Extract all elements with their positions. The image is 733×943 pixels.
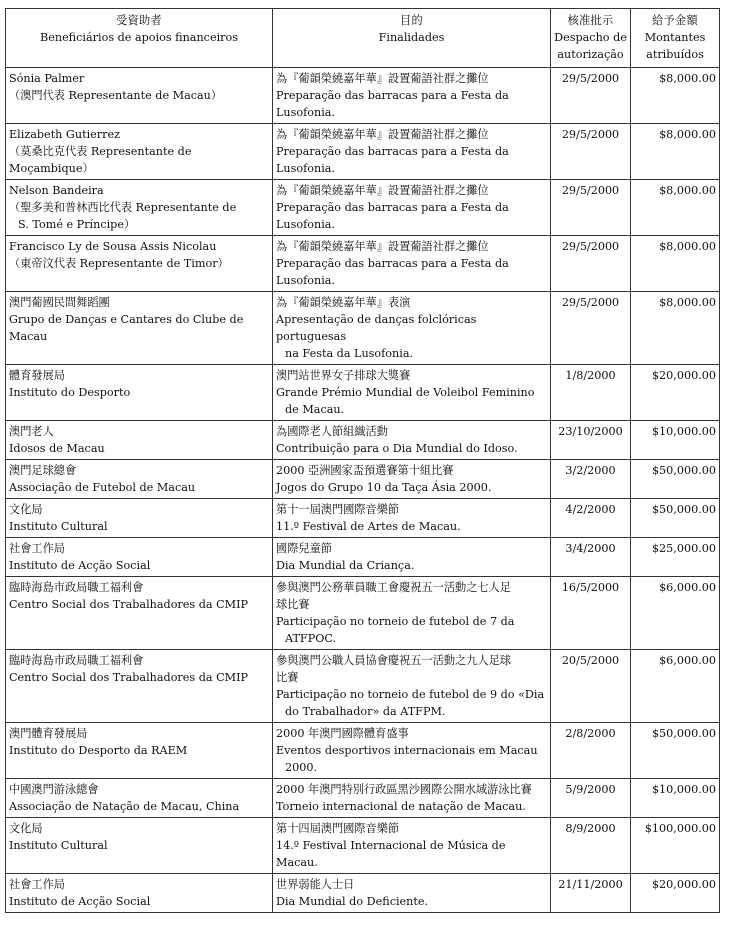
beneficiary-name-zh: 文化局 <box>9 503 43 516</box>
table-row <box>6 650 720 723</box>
beneficiary-name-zh: 澳門體育發展局 <box>9 727 88 740</box>
authorization-date: 8/9/2000 <box>551 818 631 874</box>
beneficiary-name-pt: （聖多美和普林西比代表 Representante de <box>9 201 237 214</box>
beneficiary-name-pt: （東帝汶代表 Representante de Timor） <box>9 257 229 270</box>
beneficiary-cell <box>6 818 273 874</box>
beneficiary-cell <box>6 68 273 124</box>
beneficiary-cell <box>6 460 273 499</box>
header-authorization-pt2: autorização <box>557 48 624 61</box>
purpose-zh: 為『葡韻榮繞嘉年華』設置葡語社群之攤位 <box>276 128 489 141</box>
purpose-cell <box>273 538 551 577</box>
table-row <box>6 779 720 818</box>
table-row <box>6 723 720 779</box>
table-row <box>6 818 720 874</box>
purpose-zh: 為國際老人節組織活動 <box>276 425 388 438</box>
header-purposes-zh: 目的 <box>400 14 423 27</box>
beneficiary-cell <box>6 499 273 538</box>
purpose-pt: Preparação das barracas para a Festa da Lusofonia. <box>276 145 509 175</box>
purpose-zh-cont: 球比賽 <box>276 598 310 611</box>
purpose-zh: 參與澳門公職人員協會慶祝五一活動之九人足球 <box>276 654 511 667</box>
purpose-cell <box>273 499 551 538</box>
beneficiary-name-zh: Elizabeth Gutierrez <box>9 128 120 141</box>
purpose-zh: 澳門站世界女子排球大獎賽 <box>276 369 411 382</box>
purpose-zh: 2000 亞洲國家盃預選賽第十組比賽 <box>276 464 454 477</box>
purpose-cell <box>273 460 551 499</box>
beneficiary-cell <box>6 538 273 577</box>
purpose-cell <box>273 818 551 874</box>
amount-value: $6,000.00 <box>631 577 720 650</box>
header-purposes-pt: Finalidades <box>378 31 445 44</box>
amount-value: $8,000.00 <box>631 180 720 236</box>
beneficiary-name-pt: Instituto do Desporto da RAEM <box>9 744 188 757</box>
authorization-date: 3/2/2000 <box>551 460 631 499</box>
authorization-date: 29/5/2000 <box>551 236 631 292</box>
beneficiary-name-zh: 中國澳門游泳總會 <box>9 783 99 796</box>
table-row <box>6 292 720 365</box>
purpose-pt: 14.º Festival Internacional de Música de Macau. <box>276 839 506 869</box>
authorization-date: 29/5/2000 <box>551 292 631 365</box>
beneficiary-cell <box>6 236 273 292</box>
purpose-cell <box>273 421 551 460</box>
amount-value: $20,000.00 <box>631 874 720 913</box>
purpose-pt: Preparação das barracas para a Festa da Lusofonia. <box>276 257 509 287</box>
amount-value: $8,000.00 <box>631 292 720 365</box>
header-authorization-pt1: Despacho de <box>554 31 627 44</box>
purpose-zh: 為『葡韻榮繞嘉年華』設置葡語社群之攤位 <box>276 240 489 253</box>
beneficiary-name-pt: Idosos de Macau <box>9 442 105 455</box>
beneficiary-cell <box>6 650 273 723</box>
purpose-zh-cont: 比賽 <box>276 671 299 684</box>
purpose-cell <box>273 365 551 421</box>
header-amounts-pt1: Montantes <box>644 31 706 44</box>
purpose-cell <box>273 779 551 818</box>
beneficiary-name-pt: （澳門代表 Representante de Macau） <box>9 89 223 102</box>
purpose-cell <box>273 577 551 650</box>
beneficiary-cell <box>6 779 273 818</box>
amount-value: $8,000.00 <box>631 124 720 180</box>
purpose-zh: 第十一屆澳門國際音樂節 <box>276 503 400 516</box>
beneficiary-cell <box>6 292 273 365</box>
purpose-zh: 為『葡韻榮繞嘉年華』設置葡語社群之攤位 <box>276 184 489 197</box>
table-body <box>6 68 720 913</box>
purpose-pt: Dia Mundial da Criança. <box>276 559 415 572</box>
header-purposes <box>273 9 551 68</box>
purpose-pt-cont: de Macau. <box>285 403 345 416</box>
purpose-zh: 2000 年澳門特別行政區黑沙國際公開水域游泳比賽 <box>276 783 532 796</box>
header-amounts-pt2: atribuídos <box>646 48 704 61</box>
table-row <box>6 68 720 124</box>
beneficiary-name-pt: Instituto Cultural <box>9 520 108 533</box>
purpose-pt: Contribuição para o Dia Mundial do Idoso. <box>276 442 518 455</box>
purpose-zh: 世界弱能人士日 <box>276 878 355 891</box>
beneficiary-name-zh: Sónia Palmer <box>9 72 85 85</box>
amount-value: $50,000.00 <box>631 460 720 499</box>
beneficiary-name-pt-cont: S. Tomé e Príncipe） <box>18 218 136 231</box>
authorization-date: 2/8/2000 <box>551 723 631 779</box>
beneficiary-name-pt: Instituto de Acção Social <box>9 895 151 908</box>
purpose-cell <box>273 236 551 292</box>
purpose-zh: 為『葡韻榮繞嘉年華』表演 <box>276 296 411 309</box>
beneficiary-cell <box>6 180 273 236</box>
grants-table <box>5 8 720 913</box>
purpose-pt: 11.º Festival de Artes de Macau. <box>276 520 461 533</box>
amount-value: $10,000.00 <box>631 421 720 460</box>
beneficiary-name-zh: 社會工作局 <box>9 542 65 555</box>
authorization-date: 1/8/2000 <box>551 365 631 421</box>
table-header <box>6 9 720 68</box>
purpose-pt: Eventos desportivos internacionais em Macau <box>276 744 538 757</box>
purpose-cell <box>273 292 551 365</box>
beneficiary-cell <box>6 421 273 460</box>
authorization-date: 29/5/2000 <box>551 180 631 236</box>
beneficiary-name-zh: 澳門老人 <box>9 425 54 438</box>
table-row <box>6 421 720 460</box>
beneficiary-name-pt: Instituto Cultural <box>9 839 108 852</box>
purpose-cell <box>273 124 551 180</box>
amount-value: $25,000.00 <box>631 538 720 577</box>
beneficiary-name-pt: Grupo de Danças e Cantares do Clube de Macau <box>9 313 244 343</box>
table-row <box>6 577 720 650</box>
table-row <box>6 538 720 577</box>
beneficiary-name-pt: Centro Social dos Trabalhadores da CMIP <box>9 671 249 684</box>
purpose-pt: Grande Prémio Mundial de Voleibol Feminino <box>276 386 535 399</box>
purpose-zh: 參與澳門公務華員職工會慶祝五一活動之七人足 <box>276 581 511 594</box>
purpose-pt: Participação no torneio de futebol de 7 da <box>276 615 515 628</box>
amount-value: $8,000.00 <box>631 236 720 292</box>
beneficiary-cell <box>6 365 273 421</box>
authorization-date: 4/2/2000 <box>551 499 631 538</box>
header-beneficiaries <box>6 9 273 68</box>
purpose-cell <box>273 874 551 913</box>
authorization-date: 16/5/2000 <box>551 577 631 650</box>
purpose-cell <box>273 68 551 124</box>
beneficiary-name-pt: Associação de Futebol de Macau <box>9 481 196 494</box>
purpose-pt-cont: do Trabalhador» da ATFPM. <box>285 705 446 718</box>
beneficiary-cell <box>6 124 273 180</box>
amount-value: $50,000.00 <box>631 723 720 779</box>
header-authorization-zh: 核准批示 <box>567 14 614 27</box>
table-row <box>6 124 720 180</box>
beneficiary-name-zh: 澳門足球總會 <box>9 464 77 477</box>
table-row <box>6 874 720 913</box>
amount-value: $50,000.00 <box>631 499 720 538</box>
beneficiary-cell <box>6 577 273 650</box>
beneficiary-name-pt: Centro Social dos Trabalhadores da CMIP <box>9 598 249 611</box>
authorization-date: 3/4/2000 <box>551 538 631 577</box>
authorization-date: 29/5/2000 <box>551 124 631 180</box>
purpose-pt: Jogos do Grupo 10 da Taça Ásia 2000. <box>276 481 492 494</box>
purpose-pt-cont: 2000. <box>285 761 318 774</box>
amount-value: $20,000.00 <box>631 365 720 421</box>
purpose-zh: 2000 年澳門國際體育盛事 <box>276 727 409 740</box>
purpose-pt-cont: ATFPOC. <box>285 632 337 645</box>
amount-value: $6,000.00 <box>631 650 720 723</box>
purpose-zh: 國際兒童節 <box>276 542 332 555</box>
purpose-zh: 為『葡韻榮繞嘉年華』設置葡語社群之攤位 <box>276 72 489 85</box>
beneficiary-name-zh: 體育發展局 <box>9 369 65 382</box>
header-amounts <box>631 9 720 68</box>
beneficiary-name-pt: Instituto de Acção Social <box>9 559 151 572</box>
header-beneficiaries-pt: Beneficiários de apoios financeiros <box>40 31 238 44</box>
table-row <box>6 180 720 236</box>
table-row <box>6 365 720 421</box>
header-authorization <box>551 9 631 68</box>
beneficiary-cell <box>6 723 273 779</box>
header-beneficiaries-zh: 受資助者 <box>116 14 162 27</box>
beneficiary-name-zh: 文化局 <box>9 822 43 835</box>
header-row <box>6 9 720 68</box>
amount-value: $100,000.00 <box>631 818 720 874</box>
beneficiary-name-zh: 社會工作局 <box>9 878 65 891</box>
purpose-pt: Torneio internacional de natação de Macau. <box>276 800 526 813</box>
table-row <box>6 499 720 538</box>
purpose-pt: Dia Mundial do Deficiente. <box>276 895 429 908</box>
beneficiary-name-zh: 臨時海島市政局職工福利會 <box>9 581 144 594</box>
purpose-pt-cont: na Festa da Lusofonia. <box>285 347 414 360</box>
beneficiary-cell <box>6 874 273 913</box>
beneficiary-name-zh: 澳門葡國民間舞蹈團 <box>9 296 110 309</box>
purpose-pt: Apresentação de danças folclóricas portuguesas <box>276 313 477 343</box>
beneficiary-name-zh: Francisco Ly de Sousa Assis Nicolau <box>9 240 217 253</box>
purpose-pt: Preparação das barracas para a Festa da Lusofonia. <box>276 201 509 231</box>
authorization-date: 29/5/2000 <box>551 68 631 124</box>
beneficiary-name-pt: （莫桑比克代表 Representante de Moçambique） <box>9 145 192 175</box>
purpose-cell <box>273 723 551 779</box>
purpose-pt: Participação no torneio de futebol de 9 do «Dia <box>276 688 545 701</box>
purpose-cell <box>273 180 551 236</box>
beneficiary-name-zh: 臨時海島市政局職工福利會 <box>9 654 144 667</box>
beneficiary-name-zh: Nelson Bandeira <box>9 184 104 197</box>
table-row <box>6 460 720 499</box>
amount-value: $8,000.00 <box>631 68 720 124</box>
authorization-date: 21/11/2000 <box>551 874 631 913</box>
authorization-date: 23/10/2000 <box>551 421 631 460</box>
header-amounts-zh: 給予金額 <box>652 14 698 27</box>
purpose-pt: Preparação das barracas para a Festa da Lusofonia. <box>276 89 509 119</box>
authorization-date: 20/5/2000 <box>551 650 631 723</box>
authorization-date: 5/9/2000 <box>551 779 631 818</box>
table-row <box>6 236 720 292</box>
purpose-cell <box>273 650 551 723</box>
amount-value: $10,000.00 <box>631 779 720 818</box>
purpose-zh: 第十四屆澳門國際音樂節 <box>276 822 400 835</box>
beneficiary-name-pt: Associação de Natação de Macau, China <box>9 800 240 813</box>
beneficiary-name-pt: Instituto do Desporto <box>9 386 131 399</box>
